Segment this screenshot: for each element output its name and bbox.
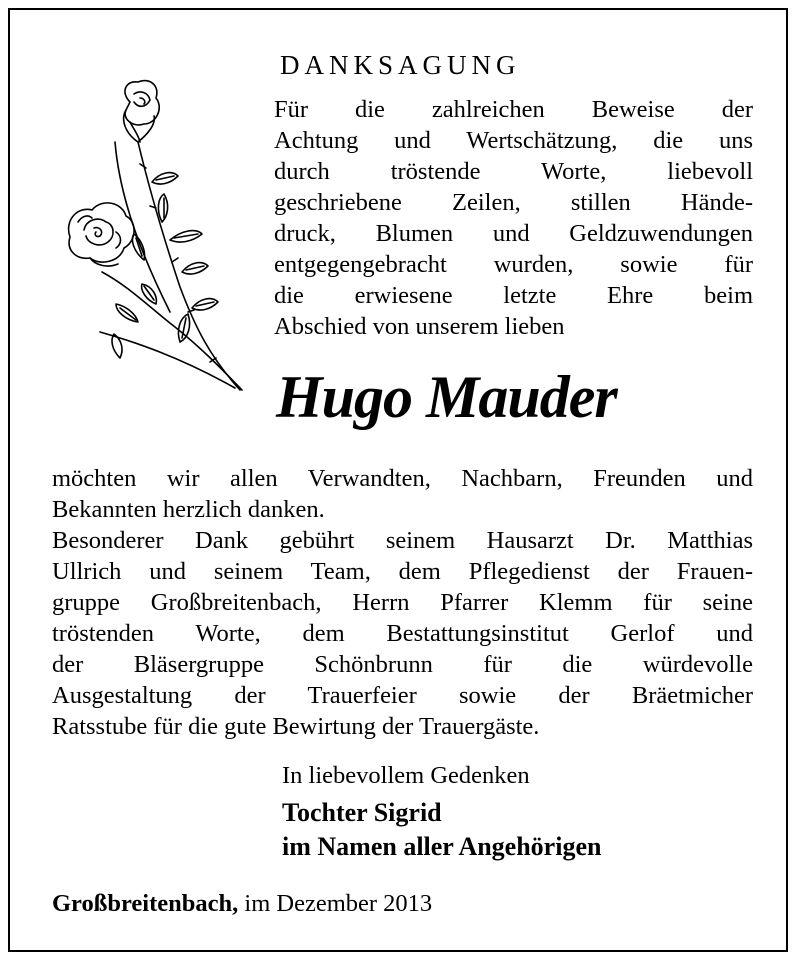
intro-line: die erwiesene letzte Ehre beim: [274, 282, 753, 309]
closing-phrase: In liebevollem Gedenken: [282, 762, 530, 789]
intro-line: entgegengebracht wurden, sowie für: [274, 251, 753, 278]
place-and-date: [52, 890, 432, 918]
body-line: Bekannten herzlich danken.: [52, 496, 325, 523]
intro-line: Für die zahlreichen Beweise der: [274, 96, 753, 123]
deceased-name: Hugo Mauder: [276, 364, 617, 430]
body-line: der Bläsergruppe Schönbrunn für die würdevolle: [52, 651, 753, 678]
body-line: möchten wir allen Verwandten, Nachbarn, Freunden und: [52, 465, 753, 492]
intro-paragraph: [274, 94, 753, 342]
intro-line: Achtung und Wertschätzung, die uns: [274, 127, 753, 154]
body-line: Ullrich und seinem Team, dem Pflegedienst der Frauen-: [52, 558, 753, 585]
body-line: gruppe Großbreitenbach, Herrn Pfarrer Klemm für seine: [52, 589, 753, 616]
date: im Dezember 2013: [244, 890, 433, 917]
rose-illustration-icon: [60, 72, 260, 397]
intro-line: durch tröstende Worte, liebevoll: [274, 158, 753, 185]
signature-line: Tochter Sigrid: [282, 798, 442, 827]
body-paragraph: [52, 463, 753, 742]
place: Großbreitenbach,: [52, 890, 239, 917]
body-line: Besonderer Dank gebührt seinem Hausarzt Dr. Matthias: [52, 527, 753, 554]
body-line: Ausgestaltung der Trauerfeier sowie der Bräetmicher: [52, 682, 753, 709]
intro-line: geschriebene Zeilen, stillen Hände-: [274, 189, 753, 216]
body-line: Ratsstube für die gute Bewirtung der Trauergäste.: [52, 713, 540, 740]
obituary-notice: [8, 8, 788, 952]
body-line: tröstenden Worte, dem Bestattungsinstitut Gerlof und: [52, 620, 753, 647]
signature-line: im Namen aller Angehörigen: [282, 832, 602, 861]
intro-line: druck, Blumen und Geldzuwendungen: [274, 220, 753, 247]
page-title: DANKSAGUNG: [280, 50, 521, 80]
intro-line: Abschied von unserem lieben: [274, 313, 565, 340]
